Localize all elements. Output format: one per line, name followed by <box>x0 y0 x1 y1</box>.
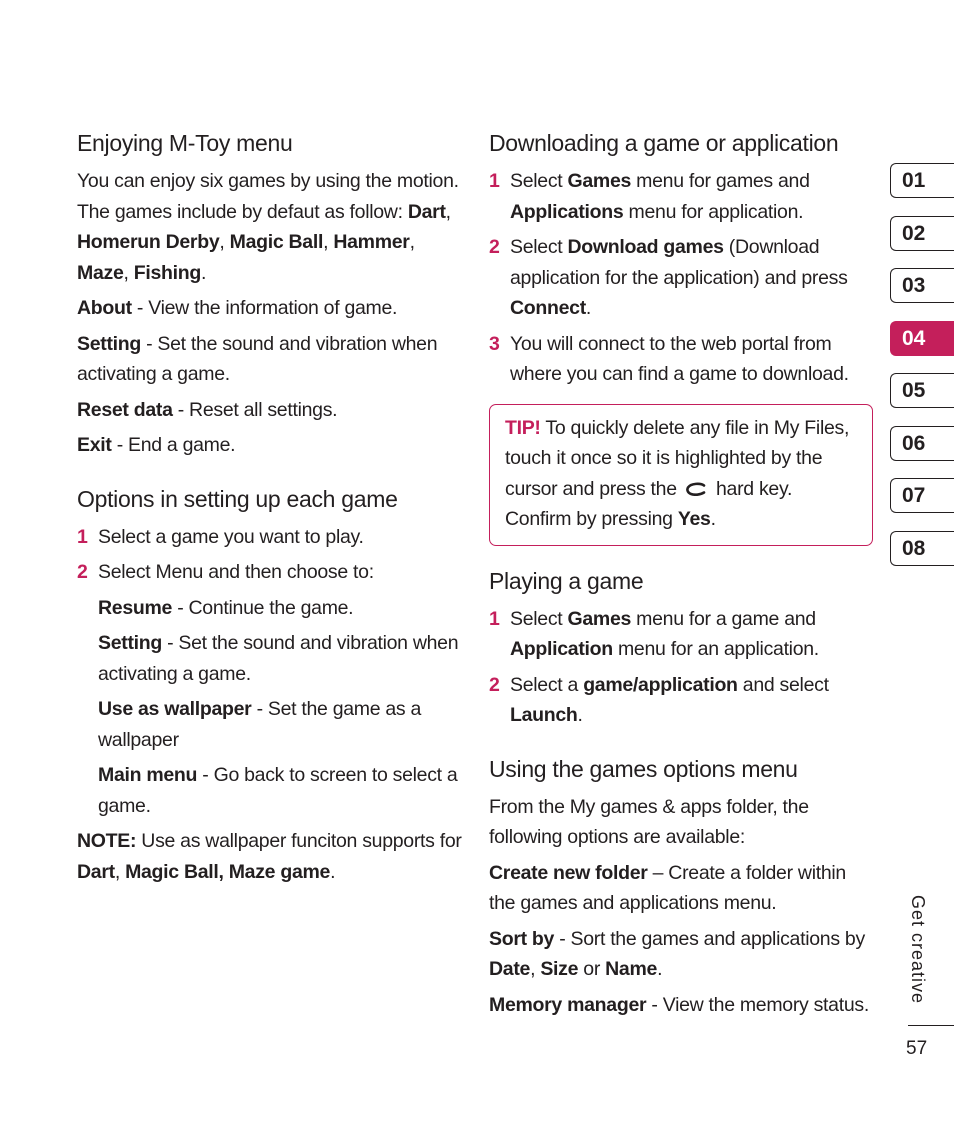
step-text <box>510 232 873 324</box>
definition-desc: - End a game. <box>111 434 236 456</box>
sub-option-main-menu <box>77 760 462 821</box>
option-desc: - View the memory status. <box>646 993 869 1016</box>
text-run: (Download application for the application) and press <box>510 236 848 289</box>
period: . <box>657 958 663 980</box>
note-paragraph <box>77 826 462 887</box>
step-item <box>77 557 462 588</box>
period: . <box>710 508 716 530</box>
chapter-tab-04[interactable]: 04 <box>890 321 954 356</box>
separator: , <box>445 200 451 223</box>
separator: , <box>323 231 334 253</box>
tip-text: To quickly delete any file in My Files, touch it once so it is highlighted by the cursor and press the <box>505 416 850 500</box>
chapter-tab-07[interactable]: 07 <box>890 478 954 513</box>
tip-text: hard key. Confirm by pressing <box>505 477 793 530</box>
sub-option-term: Main menu <box>98 764 198 786</box>
sub-option-desc: - Go back to screen to select a game. <box>98 764 458 817</box>
step-text <box>510 166 873 227</box>
sub-option-desc: - Set the sound and vibration when activating a game. <box>98 632 459 685</box>
section-title-enjoying: Enjoying M-Toy menu <box>77 130 293 156</box>
definition-desc: - Set the sound and vibration when activating a game. <box>77 332 438 385</box>
text-run: and select <box>737 673 829 696</box>
options-intro: From the My games & apps folder, the following options are available: <box>489 795 809 848</box>
step-item <box>77 522 462 553</box>
divider <box>908 1025 954 1026</box>
text-run: menu for application. <box>623 200 804 223</box>
option-sort-by <box>489 924 873 985</box>
right-column <box>489 128 873 1025</box>
bold-run: Download games <box>567 236 724 258</box>
intro-text: You can enjoy six games by using the motion. The games include by defaut as follow: <box>77 170 459 223</box>
sub-option-desc: - Set the game as a wallpaper <box>98 698 422 751</box>
chapter-tab-06[interactable]: 06 <box>890 426 954 461</box>
chapter-tab-08[interactable]: 08 <box>890 531 954 566</box>
bold-run: Date <box>489 958 531 980</box>
sub-option-wallpaper <box>77 694 462 755</box>
game-name: Dart <box>407 200 446 223</box>
note-label: NOTE: <box>77 830 137 852</box>
step-item <box>489 670 873 731</box>
bold-run: Games <box>567 607 632 630</box>
option-term: Sort by <box>489 927 555 950</box>
game-name: Homerun Derby <box>77 231 220 253</box>
definition-setting <box>77 329 462 390</box>
left-column <box>77 128 462 892</box>
sub-option-term: Resume <box>98 596 173 619</box>
page-number: 57 <box>906 1038 928 1059</box>
step-item <box>489 329 873 390</box>
separator: , <box>409 231 415 253</box>
bold-run: Size <box>540 958 579 980</box>
option-term: Memory manager <box>489 993 647 1016</box>
chapter-tab-05[interactable]: 05 <box>890 373 954 408</box>
section-title-options-menu: Using the games options menu <box>489 755 798 782</box>
sub-option-term: Use as wallpaper <box>98 698 252 720</box>
sub-option-resume <box>77 593 462 624</box>
step-number: 2 <box>489 236 500 258</box>
option-create-folder <box>489 858 873 919</box>
step-number: 1 <box>77 525 88 548</box>
separator: , <box>530 958 541 980</box>
text-run: Select a <box>510 673 584 696</box>
definition-term: About <box>77 297 132 319</box>
text-run: menu for an application. <box>612 638 819 660</box>
tip-box <box>489 404 873 546</box>
section-title-playing: Playing a game <box>489 567 644 594</box>
bold-run: Application <box>510 638 613 660</box>
text-run: . <box>585 297 592 319</box>
step-text: Select Menu and then choose to: <box>98 561 374 583</box>
text-run: menu for games and <box>631 170 810 192</box>
bold-run: Applications <box>510 200 624 223</box>
step-number: 2 <box>489 673 500 696</box>
step-text <box>510 670 873 731</box>
game-name: Hammer <box>333 231 410 253</box>
sub-option-desc: - Continue the game. <box>172 596 354 619</box>
step-number: 3 <box>489 332 500 355</box>
option-desc: – Create a folder within the games and applications menu. <box>489 861 846 914</box>
option-term: Create new folder <box>489 861 648 884</box>
text-run: Select <box>510 607 568 630</box>
period: . <box>200 261 207 284</box>
chapter-tabs <box>890 163 954 583</box>
step-number: 1 <box>489 607 500 630</box>
section-title-downloading: Downloading a game or application <box>489 130 839 156</box>
definition-desc: - Reset all settings. <box>172 398 338 421</box>
definition-desc: - View the information of game. <box>131 297 398 319</box>
definition-term: Reset data <box>77 398 173 421</box>
option-memory-manager <box>489 990 873 1021</box>
text-run: Select <box>510 170 568 192</box>
definition-reset <box>77 395 462 426</box>
bold-run: Games <box>567 170 632 192</box>
chapter-tab-02[interactable]: 02 <box>890 216 954 251</box>
separator: , <box>123 261 134 284</box>
text-run: menu for a game and <box>631 607 816 630</box>
tip-bold: Yes <box>677 508 711 530</box>
game-name: Magic Ball <box>229 231 324 253</box>
text-run: . <box>577 704 583 726</box>
definition-term: Setting <box>77 332 141 355</box>
step-number: 1 <box>489 170 500 192</box>
separator: , <box>219 231 230 253</box>
definition-term: Exit <box>77 434 112 456</box>
sub-option-setting <box>77 628 462 689</box>
step-text: Select a game you want to play. <box>98 525 364 548</box>
step-item <box>489 166 873 227</box>
intro-paragraph <box>77 166 462 288</box>
step-text <box>510 604 873 665</box>
period: . <box>330 860 336 883</box>
chapter-tab-03[interactable]: 03 <box>890 268 954 303</box>
note-bold: Dart <box>77 860 115 883</box>
chapter-tab-01[interactable]: 01 <box>890 163 954 198</box>
game-name: Fishing <box>133 261 201 284</box>
separator: , <box>114 860 126 883</box>
note-bold: Magic Ball, Maze game <box>125 860 331 883</box>
bold-run: Launch <box>510 704 578 726</box>
step-item <box>489 604 873 665</box>
text-run: or <box>578 958 606 980</box>
definition-about <box>77 293 462 324</box>
sub-option-term: Setting <box>98 632 162 654</box>
bold-run: Connect <box>510 297 586 319</box>
game-name: Maze <box>77 261 124 284</box>
chapter-side-label: Get creative <box>908 895 928 1005</box>
section-title-options: Options in setting up each game <box>77 485 398 512</box>
note-text: Use as wallpaper funciton supports for <box>136 830 462 852</box>
bold-run: game/application <box>583 673 738 696</box>
step-text: You will connect to the web portal from where you can find a game to download. <box>510 332 849 385</box>
tip-label: TIP! <box>505 416 541 439</box>
text-run: Select <box>510 236 568 258</box>
clear-key-icon <box>685 482 707 496</box>
bold-run: Name <box>605 958 658 980</box>
step-number: 2 <box>77 561 88 583</box>
definition-exit <box>77 430 462 461</box>
step-item <box>489 232 873 324</box>
option-desc: - Sort the games and applications by <box>554 927 865 950</box>
